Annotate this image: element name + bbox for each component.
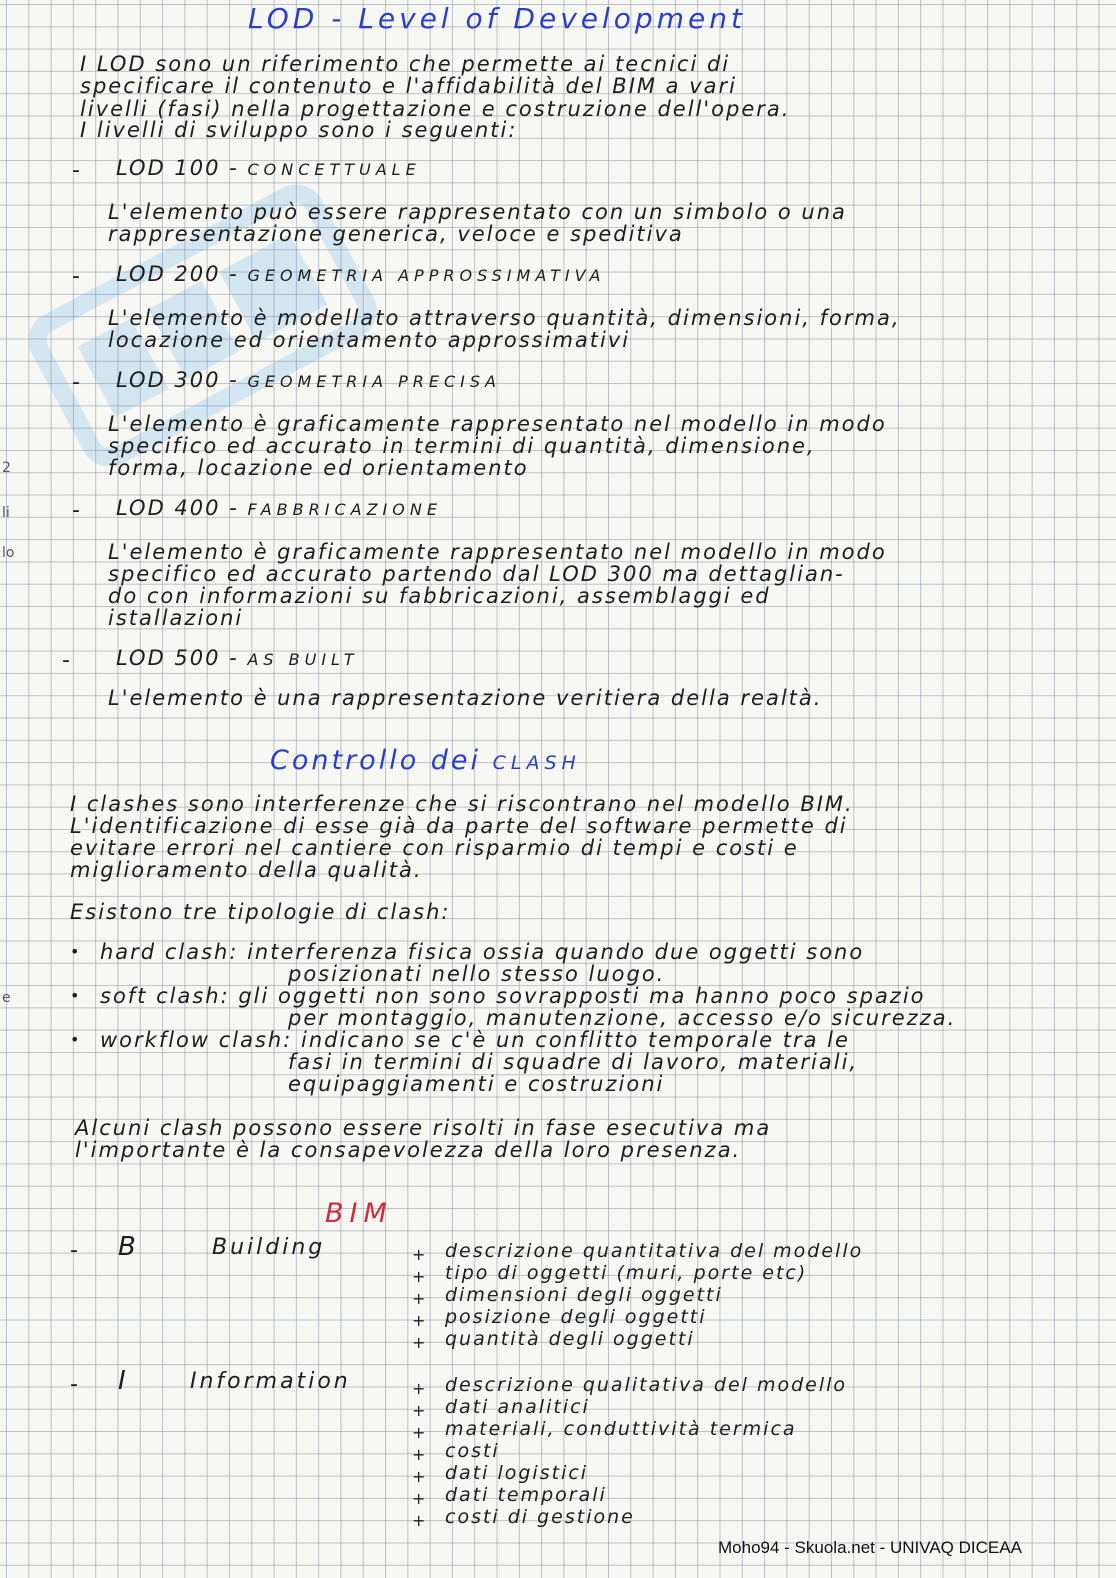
dash-bullet: -	[72, 370, 80, 395]
bim-item: descrizione qualitativa del modello	[445, 1374, 848, 1396]
lod-name: GEOMETRIA APPROSSIMATIVA	[247, 266, 606, 285]
clash-type-line: workflow clash: indicano se c'è un conflitto temporale tra le	[100, 1028, 850, 1052]
intro-line: I livelli di sviluppo sono i seguenti:	[80, 118, 518, 142]
dash-bullet: -	[70, 1238, 78, 1263]
lod-code: LOD 100 -	[116, 156, 239, 180]
lod-code: LOD 300 -	[116, 368, 239, 392]
clash-type-line: fasi in termini di squadre di lavoro, materiali,	[288, 1050, 859, 1074]
bim-item: dati logistici	[445, 1462, 589, 1484]
clash-section-title: Controllo dei CLASH	[270, 745, 581, 776]
plus-bullet: +	[412, 1467, 426, 1486]
clash-type-line: equipaggiamenti e costruzioni	[288, 1072, 665, 1096]
clash-type-line: posizionati nello stesso luogo.	[288, 962, 666, 986]
bim-item: posizione degli oggetti	[445, 1306, 707, 1328]
bim-item: dati temporali	[445, 1484, 607, 1506]
clash-intro-line: L'identificazione di esse già da parte del software permette di	[70, 814, 848, 838]
margin-mark: li	[2, 505, 10, 521]
dot-bullet: •	[70, 1030, 80, 1049]
lod-description-line: L'elemento può essere rappresentato con un simbolo o una	[108, 200, 847, 224]
intro-line: specificare il contenuto e l'affidabilità del BIM a vari	[80, 74, 737, 98]
lod-name: FABBRICAZIONE	[247, 500, 442, 519]
clash-types-heading: Esistono tre tipologie di clash:	[70, 900, 451, 924]
lod-name: AS BUILT	[247, 650, 359, 669]
bim-item: costi di gestione	[445, 1506, 635, 1528]
dash-bullet: -	[70, 1372, 78, 1397]
dash-bullet: -	[72, 498, 80, 523]
bim-letter: B	[118, 1232, 138, 1262]
plus-bullet: +	[412, 1423, 426, 1442]
dash-bullet: -	[72, 158, 80, 183]
lod-description-line: specifico ed accurato partendo dal LOD 300 ma dettaglian-	[108, 562, 845, 586]
plus-bullet: +	[412, 1311, 426, 1330]
dot-bullet: •	[70, 942, 80, 961]
lod-description-line: L'elemento è graficamente rappresentato nel modello in modo	[108, 540, 887, 564]
lod-heading	[116, 368, 501, 392]
lod-description-line: specifico ed accurato in termini di quantità, dimensione,	[108, 434, 816, 458]
clash-closing-line: Alcuni clash possono essere risolti in fase esecutiva ma	[75, 1116, 772, 1140]
clash-intro-line: I clashes sono interferenze che si riscontrano nel modello BIM.	[70, 792, 854, 816]
lod-name: GEOMETRIA PRECISA	[247, 372, 501, 391]
lod-heading	[116, 156, 421, 180]
plus-bullet: +	[412, 1267, 426, 1286]
bim-word: Building	[212, 1235, 326, 1260]
bim-item: descrizione quantitativa del modello	[445, 1240, 864, 1262]
margin-mark: e	[2, 990, 11, 1006]
lod-name: CONCETTUALE	[247, 160, 421, 179]
clash-type-line: hard clash: interferenza fisica ossia quando due oggetti sono	[100, 940, 865, 964]
lod-description-line: do con informazioni su fabbricazioni, assemblaggi ed	[108, 584, 771, 608]
plus-bullet: +	[412, 1333, 426, 1352]
lod-description-line: L'elemento è una rappresentazione veritiera della realtà.	[108, 686, 823, 710]
clash-type-line: per montaggio, manutenzione, accesso e/o sicurezza.	[288, 1006, 957, 1030]
lod-heading	[116, 646, 359, 670]
dash-bullet: -	[72, 264, 80, 289]
footer-credit: Moho94 - Skuola.net - UNIVAQ DICEAA	[718, 1538, 1022, 1557]
plus-bullet: +	[412, 1445, 426, 1464]
bim-item: tipo di oggetti (muri, porte etc)	[445, 1262, 808, 1284]
plus-bullet: +	[412, 1511, 426, 1530]
bim-word: Information	[190, 1369, 351, 1394]
bim-item: costi	[445, 1440, 500, 1462]
lod-code: LOD 200 -	[116, 262, 239, 286]
plus-bullet: +	[412, 1401, 426, 1420]
bim-section-title: BIM	[325, 1198, 393, 1229]
lod-heading	[116, 496, 442, 520]
margin-mark: lo	[2, 545, 15, 561]
margin-mark: 2	[2, 460, 11, 476]
dash-bullet: -	[62, 648, 70, 673]
lod-description-line: locazione ed orientamento approssimativi	[108, 328, 631, 352]
lod-code: LOD 500 -	[116, 646, 239, 670]
clash-intro-line: miglioramento della qualità.	[70, 858, 423, 882]
clash-intro-line: evitare errori nel cantiere con risparmio di tempi e costi e	[70, 836, 799, 860]
intro-line: I LOD sono un riferimento che permette ai tecnici di	[80, 52, 731, 76]
lod-description-line: rappresentazione generica, veloce e speditiva	[108, 222, 684, 246]
dot-bullet: •	[70, 986, 80, 1005]
clash-closing-line: l'importante è la consapevolezza della loro presenza.	[75, 1138, 742, 1162]
bim-letter: I	[118, 1366, 128, 1396]
bim-item: quantità degli oggetti	[445, 1328, 695, 1350]
bim-item: materiali, conduttività termica	[445, 1418, 797, 1440]
plus-bullet: +	[412, 1245, 426, 1264]
bim-item: dati analitici	[445, 1396, 590, 1418]
plus-bullet: +	[412, 1289, 426, 1308]
lod-description-line: istallazioni	[108, 606, 244, 630]
plus-bullet: +	[412, 1379, 426, 1398]
lod-description-line: L'elemento è modellato attraverso quantità, dimensioni, forma,	[108, 306, 901, 330]
clash-type-line: soft clash: gli oggetti non sono sovrapposti ma hanno poco spazio	[100, 984, 926, 1008]
page-title: LOD - Level of Development	[248, 2, 746, 35]
lod-heading	[116, 262, 605, 286]
lod-description-line: forma, locazione ed orientamento	[108, 456, 529, 480]
plus-bullet: +	[412, 1489, 426, 1508]
intro-line: livelli (fasi) nella progettazione e costruzione dell'opera.	[80, 97, 791, 121]
lod-code: LOD 400 -	[116, 496, 239, 520]
lod-description-line: L'elemento è graficamente rappresentato nel modello in modo	[108, 412, 887, 436]
bim-item: dimensioni degli oggetti	[445, 1284, 723, 1306]
